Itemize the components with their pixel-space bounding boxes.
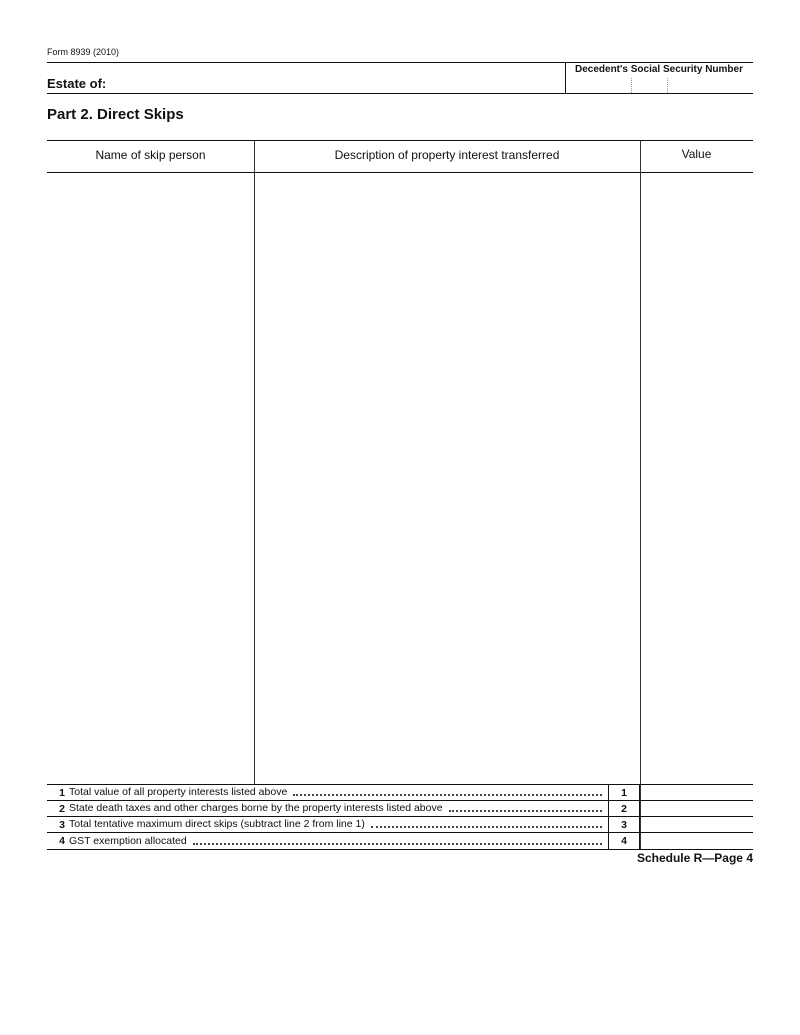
line-label: Total tentative maximum direct skips (subtract line 2 from line 1): [69, 818, 365, 830]
ssn-separator: [667, 78, 668, 93]
line-label: State death taxes and other charges borne by the property interests listed above: [69, 802, 443, 814]
divider: [47, 93, 753, 94]
line-number: 2: [59, 803, 65, 815]
line-2: [47, 801, 753, 817]
property-description-field[interactable]: [255, 173, 640, 784]
column-header-value: Value: [681, 147, 712, 161]
estate-label: Estate of:: [47, 76, 107, 91]
leader-dots: [293, 794, 602, 796]
ssn-separator: [631, 78, 632, 93]
line-number: 4: [59, 835, 65, 847]
line-box: 1: [608, 785, 640, 801]
page-footer: Schedule R—Page 4: [636, 851, 753, 865]
line-1: [47, 785, 753, 801]
ssn-label: Decedent's Social Security Number: [575, 64, 743, 75]
line-label: Total value of all property interests listed above: [69, 786, 288, 798]
column-header-name: Name of skip person: [95, 148, 206, 162]
line-4-value-field[interactable]: [640, 833, 753, 849]
column-header-description: Description of property interest transferred: [334, 148, 560, 162]
line-number: 1: [59, 787, 65, 799]
form-id: Form 8939 (2010): [47, 47, 120, 57]
line-2-value-field[interactable]: [640, 801, 753, 817]
leader-dots: [371, 826, 602, 828]
line-label: GST exemption allocated: [69, 835, 187, 847]
line-box: 3: [608, 817, 640, 833]
bottom-rule: [47, 849, 753, 850]
skip-person-name-field[interactable]: [47, 173, 254, 784]
leader-dots: [193, 843, 602, 845]
line-1-value-field[interactable]: [640, 785, 753, 801]
leader-dots: [449, 810, 602, 812]
line-3: [47, 817, 753, 833]
table-top-rule: [47, 140, 753, 141]
line-box: 4: [608, 833, 640, 849]
part-title: Part 2. Direct Skips: [47, 106, 184, 123]
value-field[interactable]: [641, 173, 753, 784]
line-3-value-field[interactable]: [640, 817, 753, 833]
line-box: 2: [608, 801, 640, 817]
line-4: [47, 833, 753, 849]
line-number: 3: [59, 819, 65, 831]
